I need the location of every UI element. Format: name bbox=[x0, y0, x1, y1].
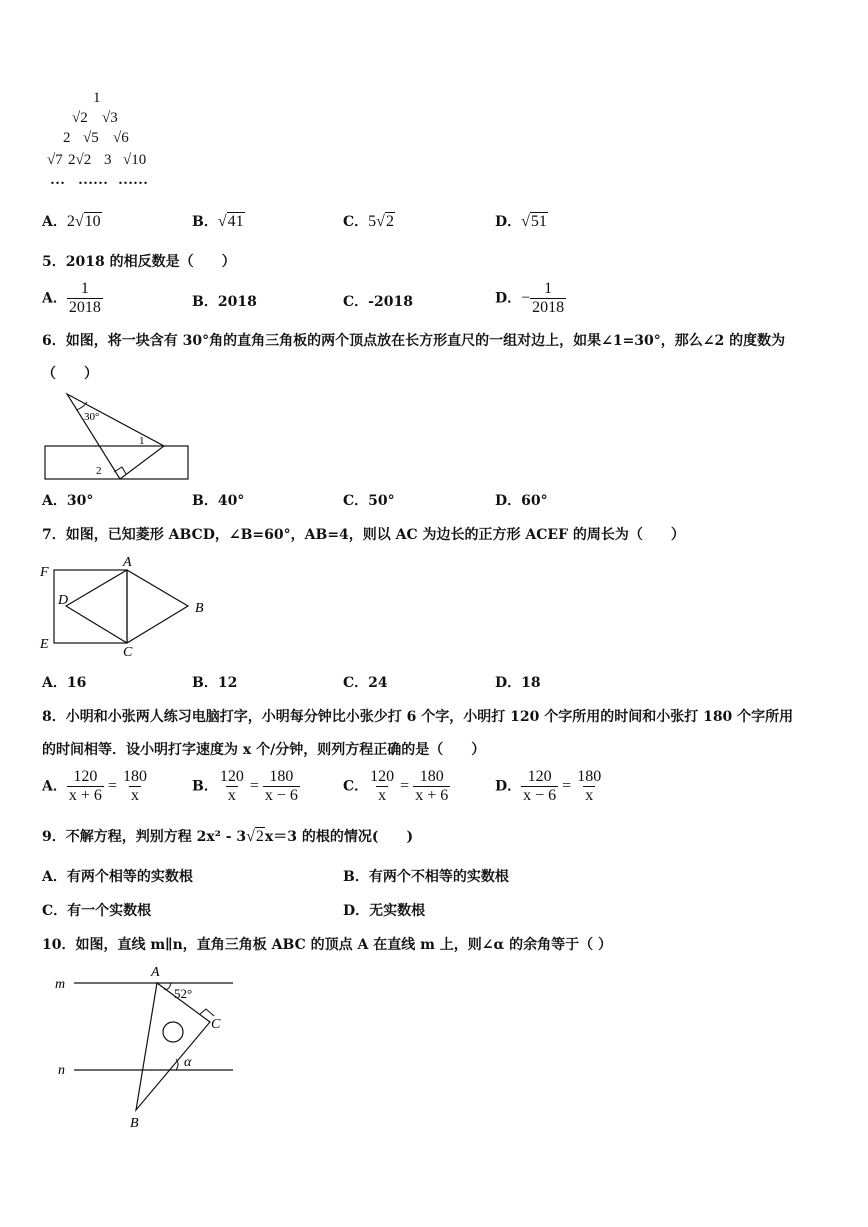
q10-stem: 10．如图，直线 m∥n，直角三角板 ABC 的顶点 A 在直线 m 上，则∠α 的余角等于（ ） bbox=[42, 937, 613, 953]
q4-row5-item: … bbox=[50, 172, 65, 188]
q7-figure bbox=[36, 552, 211, 662]
q7-label-d: D bbox=[58, 593, 69, 608]
q6-option-b[interactable]: B．40° bbox=[192, 493, 245, 509]
q4-row5-item: …… bbox=[78, 172, 108, 188]
q6-stem-line1: 6．如图，将一块含有 30°角的直角三角板的两个顶点放在长方形直尺的一组对边上，如果∠1=30°，那么∠2 的度数为 bbox=[42, 333, 786, 349]
q4-row4-item: 2√2 bbox=[68, 152, 92, 168]
q10-triangle-hole bbox=[163, 1022, 183, 1042]
q6-option-d[interactable]: D．60° bbox=[495, 493, 548, 509]
q7-option-a[interactable]: A．16 bbox=[42, 675, 87, 691]
q4-row1-item: 1 bbox=[93, 90, 101, 106]
q6-triangle bbox=[67, 394, 164, 479]
q4-option-d[interactable]: D．√51 bbox=[495, 213, 547, 230]
q4-option-b[interactable]: B．√41 bbox=[192, 213, 244, 230]
q10-label-a: A bbox=[151, 965, 160, 980]
q10-label-52: 52° bbox=[174, 986, 193, 1001]
q8-option-b[interactable]: B． $\frac{120}{x}$ = $\frac{180}{x - 6}$ bbox=[192, 768, 298, 804]
q9-option-a[interactable]: A．有两个相等的实数根 bbox=[42, 869, 193, 885]
q4-row4-item: √7 bbox=[47, 152, 63, 168]
q6-label-1: 1 bbox=[139, 435, 145, 447]
q7-label-b: B bbox=[195, 601, 204, 616]
q8-option-a[interactable]: A． $\frac{120}{x + 6}$ = $\frac{180}{x}$ bbox=[42, 768, 147, 804]
q8-stem-line1: 8．小明和小张两人练习电脑打字，小明每分钟比小张少打 6 个字，小明打 120 个字所用的时间和小张打 180 个字所用 bbox=[42, 709, 794, 725]
q5-option-a[interactable]: A． $\frac{1}{2018}$ bbox=[42, 280, 101, 316]
q6-figure bbox=[40, 388, 200, 484]
q4-row2-item: √2 bbox=[72, 110, 88, 126]
q4-row3-item: √5 bbox=[83, 130, 99, 146]
q7-label-a: A bbox=[123, 555, 132, 570]
q7-stem: 7．如图，已知菱形 ABCD，∠B=60°，AB=4，则以 AC 为边长的正方形 ACEF 的周长为（ ） bbox=[42, 527, 685, 543]
q10-right-angle-mark bbox=[200, 1009, 214, 1016]
q5-option-b[interactable]: B．2018 bbox=[192, 294, 257, 310]
q8-option-d[interactable]: D． $\frac{120}{x - 6}$ = $\frac{180}{x}$ bbox=[495, 768, 602, 804]
q9-option-c[interactable]: C．有一个实数根 bbox=[42, 903, 152, 919]
q9-option-b[interactable]: B．有两个不相等的实数根 bbox=[343, 869, 509, 885]
q10-label-b: B bbox=[130, 1116, 139, 1131]
q10-label-alpha: α bbox=[184, 1055, 192, 1070]
q7-option-b[interactable]: B．12 bbox=[192, 675, 238, 691]
q10-triangle-abc bbox=[136, 983, 210, 1110]
q9-option-d[interactable]: D．无实数根 bbox=[343, 903, 426, 919]
q4-row2-item: √3 bbox=[102, 110, 118, 126]
q8-stem-line2: 的时间相等．设小明打字速度为 x 个/分钟，则列方程正确的是（ ） bbox=[42, 742, 486, 758]
q4-row3-item: 2 bbox=[63, 130, 71, 146]
q6-label-30: 30° bbox=[84, 411, 100, 423]
q9-stem: 9．不解方程，判别方程 2x² - 3√2x＝3 的根的情况( ) bbox=[42, 828, 414, 845]
q5-option-c[interactable]: C．-2018 bbox=[343, 294, 413, 310]
q7-label-e: E bbox=[40, 637, 49, 652]
q4-option-a[interactable]: A．2√10 bbox=[42, 213, 101, 230]
q7-label-f: F bbox=[40, 565, 49, 580]
q6-option-c[interactable]: C．50° bbox=[343, 493, 395, 509]
q4-option-c[interactable]: C．5√2 bbox=[343, 213, 394, 230]
q7-option-c[interactable]: C．24 bbox=[343, 675, 388, 691]
q4-row4-item: √10 bbox=[123, 152, 147, 168]
q8-option-c[interactable]: C． $\frac{120}{x}$ = $\frac{180}{x + 6}$ bbox=[343, 768, 449, 804]
q10-figure bbox=[48, 960, 248, 1135]
q10-label-n: n bbox=[58, 1063, 65, 1078]
q6-option-a[interactable]: A．30° bbox=[42, 493, 94, 509]
q7-option-d[interactable]: D．18 bbox=[495, 675, 541, 691]
q10-label-m: m bbox=[55, 977, 66, 992]
q7-label-c: C bbox=[123, 645, 133, 660]
q6-stem-line2: （ ） bbox=[42, 366, 98, 382]
q5-stem: 5．2018 的相反数是（ ） bbox=[42, 254, 236, 270]
q5-option-d[interactable]: D．− $\frac{1}{2018}$ bbox=[495, 280, 565, 316]
q6-label-2: 2 bbox=[96, 465, 102, 477]
q4-row5-item: …… bbox=[118, 172, 148, 188]
q10-label-c: C bbox=[211, 1017, 221, 1032]
q4-row3-item: √6 bbox=[113, 130, 129, 146]
q4-row4-item: 3 bbox=[104, 152, 112, 168]
